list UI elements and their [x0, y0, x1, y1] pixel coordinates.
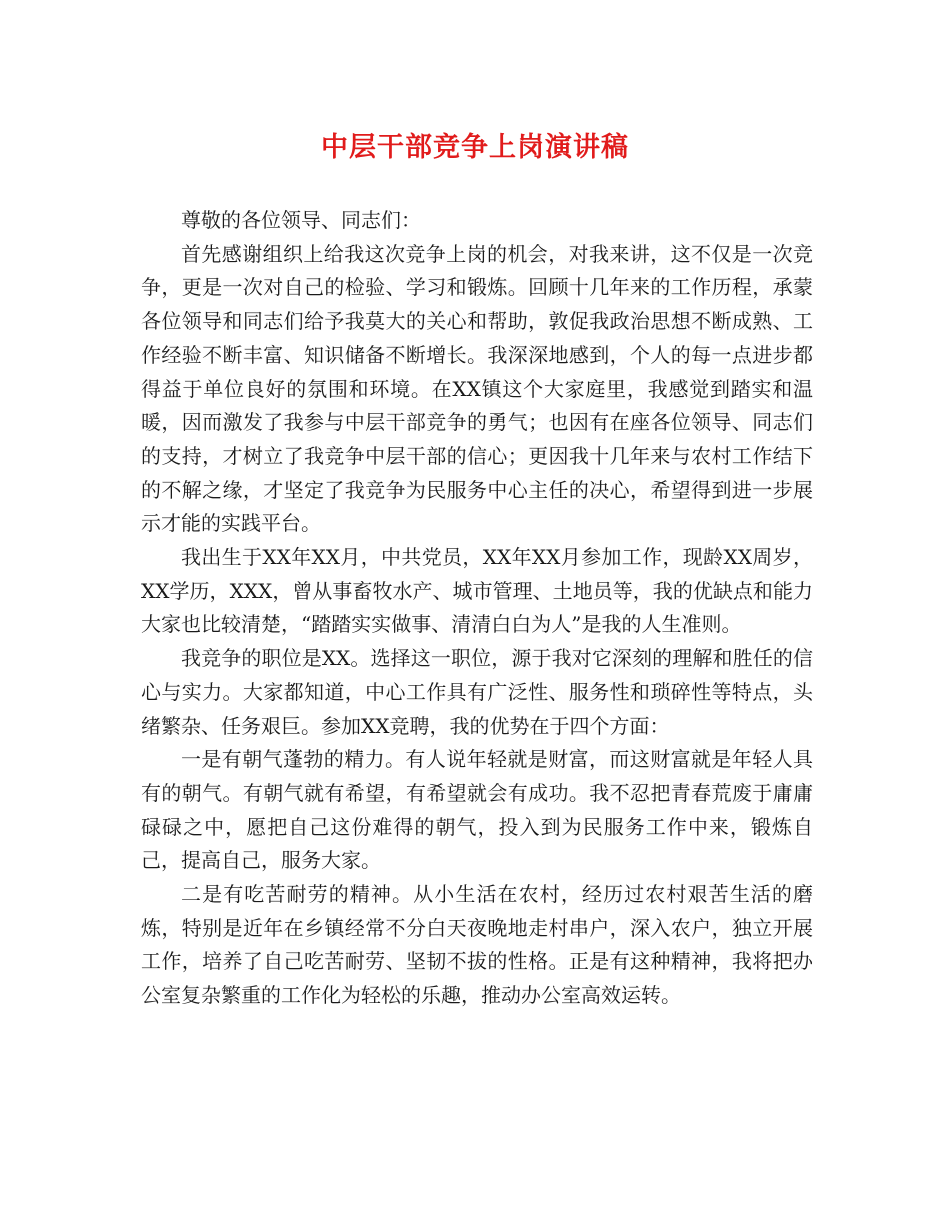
body-paragraph: 一是有朝气蓬勃的精力。有人说年轻就是财富，而这财富就是年轻人具有的朝气。有朝气就有希望，有希望就会有成功。我不忍把青春荒废于庸庸碌碌之中，愿把自己这份难得的朝气，投入到为民服务工作中来，锻炼自己，提高自己，服务大家。: [141, 747, 813, 873]
document-body: [141, 204, 813, 1013]
body-paragraph: 我竞争的职位是XX。选择这一职位，源于我对它深刻的理解和胜任的信心与实力。大家都知道，中心工作具有广泛性、服务性和琐碎性等特点，头绪繁杂、任务艰巨。参加XX竞聘，我的优势在于四个方面：: [141, 646, 813, 738]
document-title: 中层干部竞争上岗演讲稿: [321, 132, 629, 163]
body-paragraph: 首先感谢组织上给我这次竞争上岗的机会，对我来讲，这不仅是一次竞争，更是一次对自己的检验、学习和锻炼。回顾十几年来的工作历程，承蒙各位领导和同志们给予我莫大的关心和帮助，敦促我政治思想不断成熟、工作经验不断丰富、知识储备不断增长。我深深地感到，个人的每一点进步都得益于单位良好的氛围和环境。在XX镇这个大家庭里，我感觉到踏实和温暖，因而激发了我参与中层干部竞争的勇气；也因有在座各位领导、同志们的支持，才树立了我竞争中层干部的信心；更因我十几年来与农村工作结下的不解之缘，才坚定了我竞争为民服务中心主任的决心，希望得到进一步展示才能的实践平台。: [141, 241, 813, 536]
body-paragraph: 我出生于XX年XX月，中共党员，XX年XX月参加工作，现龄XX周岁，XX学历，XXX，曾从事畜牧水产、城市管理、土地员等，我的优缺点和能力大家也比较清楚，“踏踏实实做事、清清白白为人”是我的人生准则。: [141, 545, 813, 637]
body-paragraph: 二是有吃苦耐劳的精神。从小生活在农村，经历过农村艰苦生活的磨炼，特别是近年在乡镇经常不分白天夜晚地走村串户，深入农户，独立开展工作，培养了自己吃苦耐劳、坚韧不拔的性格。正是有这种精神，我将把办公室复杂繁重的工作化为轻松的乐趣，推动办公室高效运转。: [141, 882, 813, 1008]
salutation-paragraph: 尊敬的各位领导、同志们：: [181, 208, 421, 232]
